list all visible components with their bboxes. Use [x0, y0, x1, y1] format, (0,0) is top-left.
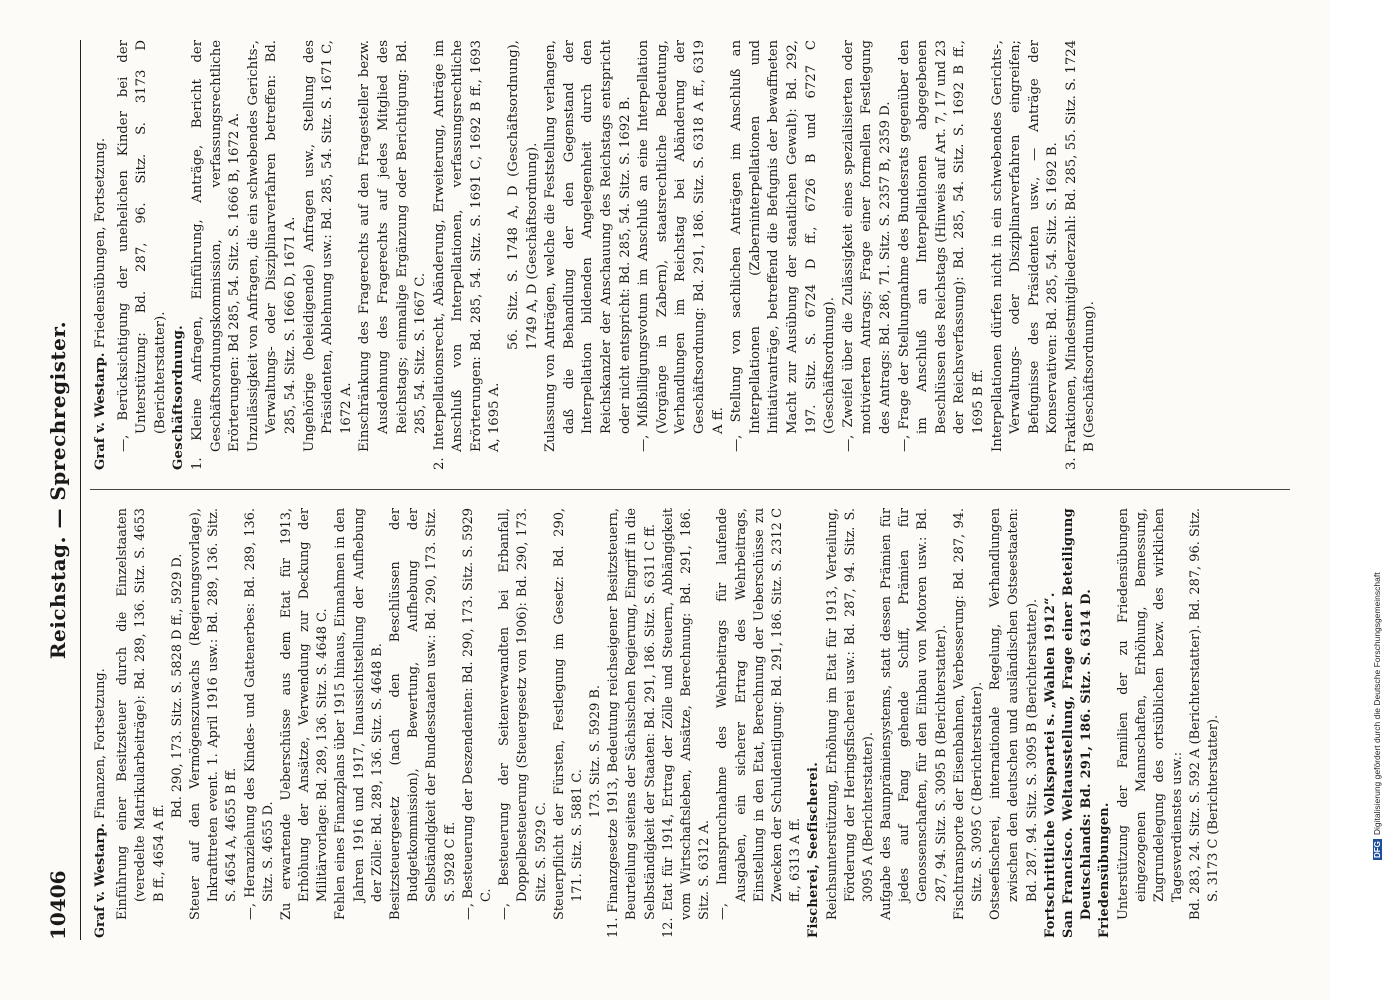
index-entry: Unterstützung der Familien der zu Friedensübungen eingezogenen Mannschaften, Erhöhung, Bemessung, Zugrundelegung des ortsüblichen bezw. des wirklichen Tagesverdienstes usw.:: [1115, 508, 1186, 920]
index-entry: Besitzsteuergesetz (nach den Beschlüssen der Budgetkommission), Bewertung, Aufhebung der Selbständigkeit der Bundesstaaten usw.: Bd. 290, 173. Sitz. S. 5928 C ff.: [388, 508, 458, 920]
right-column-heading: [92, 40, 111, 470]
index-entry: —, Berücksichtigung der unehelichen Kinder bei der Unterstützung: Bd. 287, 96. Sitz. S. 3173 D (Berichterstatter).: [115, 40, 168, 452]
index-entry: 3. Fraktionen, Mindestmitgliederzahl: Bd. 285, 55. Sitz. S. 1724 B (Geschäftsordnung).: [1063, 40, 1098, 470]
index-entry: Ostseefischerei, internationale Regelung, Verhandlungen zwischen den deutschen und ausländischen Ostseestaaten: Bd. 287. 94. Sitz. S. 3095 B (Berichterstatter).: [988, 508, 1040, 920]
index-entry: Fischerei, Seefischerei.: [806, 761, 822, 938]
index-entry: San Francisco. Weltausstellung, Frage einer Beteiligung Deutschlands: Bd. 291, 186. Sitz. S. 6314 D.: [1060, 508, 1095, 938]
index-entry: —, Inanspruchnahme des Wehrbeitrags für laufende Ausgaben, ein sicherer Ertrag des Wehrbeitrags, Einstellung in den Etat, Berechnung der Ueberschüsse zu Zwecken der Schuldentilgung: Bd. 291, 186. Sitz. S. 2312 C ff., 6313 A ff.: [715, 508, 804, 920]
index-entry: Unzulässigkeit von Anfragen, die ein schwebendes Gerichts-, Verwaltungs- oder Disziplinarverfahren betreffen: Bd. 285, 54. Sitz. S. 1666 D, 1671 A.: [245, 40, 298, 452]
speaker-name: Graf v. Westarp.: [93, 823, 108, 938]
index-entry: Zu erwartende Ueberschüsse aus dem Etat für 1913, Erhöhung der Ansätze, Verwendung zur Deckung der Militärvorlage: Bd. 289, 136. Sitz. S. 4648 C.: [278, 508, 331, 920]
index-entry: —, Frage der Stellungnahme des Bundesrats gegenüber den im Anschluß an Interpellationen abgegebenen Beschlüssen des Reichstags (Hinweis auf Art. 7, 17 und 23 der Reichsverfassung): Bd. 285, 54. Sitz. S. 1692 B ff., 1695 B ff.: [896, 40, 986, 452]
right-column: [92, 40, 1100, 470]
left-column-heading: [92, 508, 110, 938]
page-header: [46, 40, 76, 940]
index-entry: Bd. 283, 24. Sitz. S. 592 A (Berichterstatter). Bd. 287, 96. Sitz. S. 3173 C (Berichterstatter).: [1188, 508, 1222, 920]
index-entry: Geschäftsordnung.: [171, 324, 187, 470]
index-entry: —, Heranziehung des Kindes- und Gattenerbes: Bd. 289, 136. Sitz. S. 4655 D.: [242, 508, 276, 920]
index-entry: Aufgabe des Baunprämiensystems, statt dessen Prämien für jedes auf Fang gehende Schiff, Prämien für Genossenschaften, für den Einbau von Motoren usw.: Bd. 287, 94. Sitz. S. 3095 B (Berichterstatter).: [879, 508, 949, 920]
index-entry: Reichsunterstützung, Erhöhung im Etat für 1913, Verteilung, Förderung der Heringsfischerei usw.: Bd. 287, 94. Sitz. S. 3095 A (Berichterstatter).: [824, 508, 876, 920]
index-entry: 11. Finanzgesetze 1913, Bedeutung reichseigener Besitzsteuern, Beurteilung seitens der Sächsischen Regierung, Eingriff in die Selbständigkeit der Staaten: Bd. 291, 186. Sitz. S. 6311 C ff.: [606, 508, 658, 938]
dfg-logo: DFG: [1373, 841, 1382, 858]
index-entry: Bd. 290, 173. Sitz. S. 5828 D ff., 5929 D.: [169, 553, 185, 818]
index-entry: —, Besteuerung der Seitenverwandten bei Erbanfall, Doppelbesteuerung (Steuergesetz von 1906): Bd. 290, 173. Sitz. S. 5929 C.: [497, 508, 549, 920]
index-entry: 2. Interpellationsrecht, Abänderung, Erweiterung, Anträge im Anschluß von Interpellationen, verfassungsrechtliche Erörterungen: Bd. 285, 54. Sitz. S. 1691 C, 1692 B ff., 1693 A, 1695 A.: [431, 40, 503, 470]
index-entry: Friedensübungen.: [1097, 802, 1113, 938]
running-head: Reichstag. — Sprechregister.: [46, 320, 70, 660]
index-entry: 173. Sitz. S. 5929 B.: [588, 685, 604, 818]
index-entry: Zulassung von Anträgen, welche die Feststellung verlangen, daß die Behandlung der den Gegenstand der Interpellation bildenden Angelegenheit durch den Reichskanzler der Anschauung des Reichstags entspricht oder nicht entspricht: Bd. 285, 54. Sitz. S. 1692 B.: [543, 40, 633, 452]
header-rule: [80, 40, 81, 940]
index-entry: —, Zweifel über die Zulässigkeit eines spezialisierten oder motivierten Antrags; Frage einer formellen Festlegung des Antrags: Bd. 286, 71. Sitz. S. 2357 B, 2359 D.: [840, 40, 893, 452]
index-entry: —, Besteuerung der Deszendenten: Bd. 290, 173. Sitz. S. 5929 C.: [460, 508, 494, 920]
left-column: [92, 508, 1224, 938]
index-entry: Ungehörige (beleidigende) Anfragen usw., Stellung des Präsidenten, Ablehnung usw.: Bd. 285, 54. Sitz. S. 1671 C, 1672 A.: [301, 40, 354, 452]
index-entry: 1. Kleine Anfragen, Einführung, Anträge, Bericht der Geschäftsordnungskommission, verfassungsrechtliche Erörterungen: Bd 285, 54. Sitz. S. 1666 B, 1672 A.: [189, 40, 243, 470]
speaker-name: Graf v. Westarp.: [93, 352, 108, 470]
column-divider: [90, 489, 1290, 490]
index-entry: Steuer auf den Vermögenszuwachs (Regierungsvorlage), Inkrafttreten event. 1. April 1916 usw.: Bd. 289, 136. Sitz. S. 4654 A, 4655 B ff.: [187, 508, 240, 920]
index-entry: Fortschrittliche Volkspartei s. „Wahlen 1912“.: [1042, 592, 1058, 938]
index-entry: Einschränkung des Fragerechts auf den Fragesteller bezw. Ausdehnung des Fragerechts auf jedes Mitglied des Reichstags; einmalige Ergänzung oder Berichtigung: Bd. 285, 54. Sitz. S. 1667 C.: [357, 40, 429, 452]
index-entry: Einführung einer Besitzsteuer durch die Einzelstaaten (veredelte Matrikularbeiträge): Bd. 289, 136. Sitz. S. 4653 B ff., 4654 A ff.: [115, 508, 167, 920]
page-number: 10406: [46, 870, 70, 940]
index-entry: Fehlen eines Finanzplans über 1915 hinaus, Einnahmen in den Jahren 1916 und 1917, Inaussichtstellung der Aufhebung der Zölle: Bd. 289, 136. Sitz. S. 4648 B.: [333, 508, 385, 920]
topic-heading: Finanzen, Fortsetzung.: [93, 668, 108, 820]
topic-heading: Friedensübungen, Fortsetzung.: [93, 137, 108, 349]
index-entry: Fischtransporte der Eisenbahnen, Verbesserung: Bd. 287, 94. Sitz. S. 3095 C (Berichterstatter).: [951, 508, 985, 920]
index-entry: 56. Sitz. S. 1748 A, D (Geschäftsordnung), 1749 A, D (Geschäftsordnung).: [506, 40, 540, 350]
index-entry: Interpellationen dürfen nicht in ein schwebendes Gerichts-, Verwaltungs- oder Disziplinarverfahren eingreifen; Befugnisse des Präsidenten usw., — Anträge der Konservativen: Bd. 285, 54. Sitz. S. 1692 B.: [989, 40, 1061, 452]
dfg-funding-note: [1372, 572, 1382, 860]
index-entry: —, Stellung von sachlichen Anträgen im Anschluß an Interpellationen (Zaberninterpellationen und Initiativanträge, betreffend die Befugnis der bewaffneten Macht zur Ausübung der staatlichen Gewalt): Bd. 292, 197. Sitz. S. 6724 D ff., 6726 B und 6727 C (Geschäftsordnung).: [729, 40, 838, 452]
index-entry: —, Mißbilligungsvotum im Anschluß an eine Interpellation (Vorgänge in Zabern), staatsrechtliche Bedeutung, Verhandlungen im Reichstag bei Abänderung der Geschäftsordnung: Bd. 291, 186. Sitz. S. 6318 A ff., 6319 A ff.: [636, 40, 726, 452]
dfg-note-text: Digitalisierung gefördert durch die Deutsche Forschungsgemeinschaft: [1372, 572, 1382, 836]
index-entry: 12. Etat für 1914, Ertrag der Zölle und Steuern, Abhängigkeit vom Wirtschaftsleben, Ansätze, Berechnung: Bd. 291, 186. Sitz. S. 6312 A.: [660, 508, 713, 938]
index-entry: Steuerpflicht der Fürsten, Festlegung im Gesetz: Bd. 290, 171. Sitz. S. 5881 C.: [551, 508, 585, 920]
